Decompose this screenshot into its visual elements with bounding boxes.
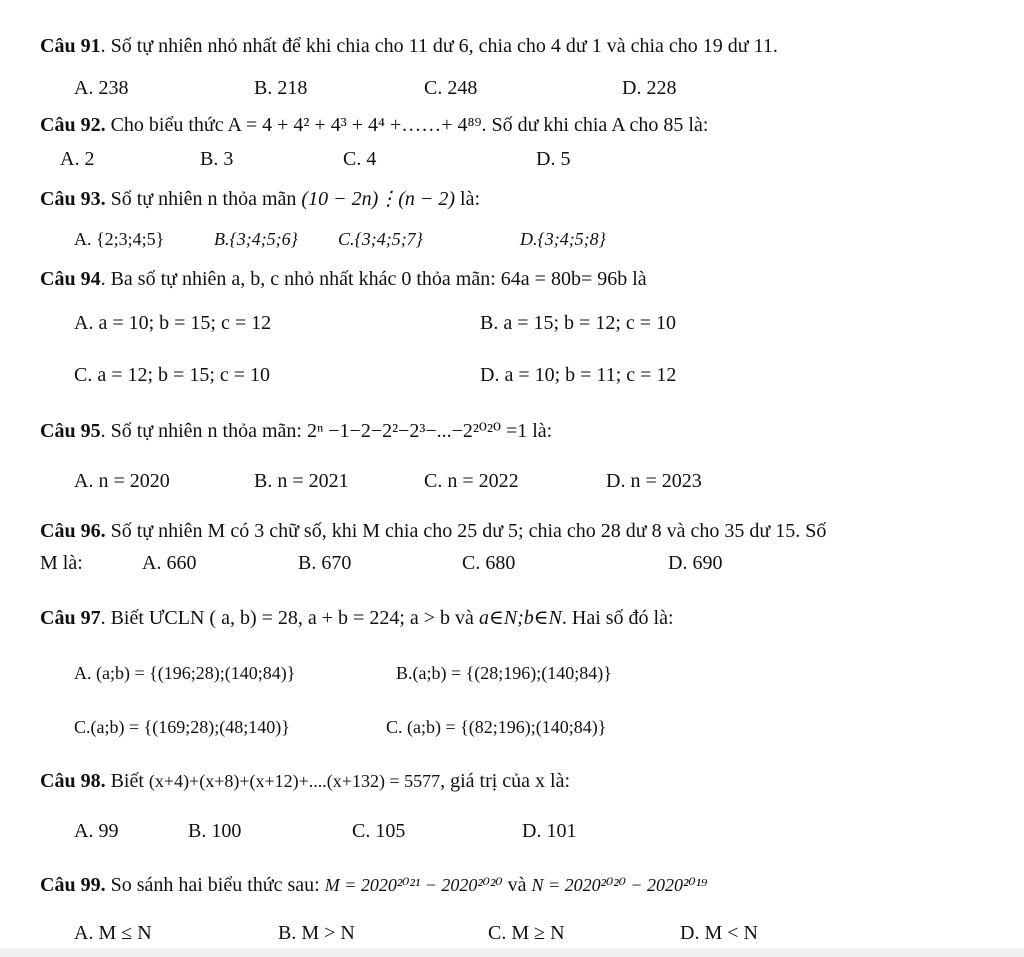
option-b: B. n = 2021 (254, 470, 349, 492)
question-number: Câu 96. (40, 520, 106, 542)
option-d: D. a = 10; b = 11; c = 12 (480, 364, 677, 386)
option-a: A. (a;b) = {(196;28);(140;84)} (74, 663, 296, 683)
question-91 (40, 33, 778, 59)
option-c: C. M ≥ N (488, 922, 565, 944)
question-text: Cho biểu thức (105, 114, 228, 136)
question-text: Số tự nhiên n thỏa mãn (105, 188, 302, 210)
question-text-end: . Số dư khi chia A cho 85 là: (481, 114, 709, 136)
option-b: B. M > N (278, 922, 355, 944)
question-number: Câu 99. (40, 874, 106, 896)
option-a: A. n = 2020 (74, 470, 170, 492)
option-b: B. 100 (188, 820, 242, 842)
option-b: B. 218 (254, 77, 308, 99)
question-97 (40, 605, 674, 631)
math-expression-m: M = 2020²⁰²¹ − 2020²⁰²⁰ (324, 875, 503, 895)
option-d: D. n = 2023 (606, 470, 702, 492)
question-text-end: là: (527, 420, 553, 442)
math-expression: (x+4)+(x+8)+(x+12)+....(x+132) = 5577 (148, 771, 441, 791)
option-a: A. {2;3;4;5} (74, 229, 165, 249)
question-text-end: , giá trị của x là: (440, 770, 571, 792)
option-b: B. a = 15; b = 12; c = 10 (480, 312, 677, 334)
math-expression: (10 − 2n)⋮(n − 2) (301, 188, 456, 210)
question-96 (40, 518, 826, 544)
option-a: A. 660 (142, 552, 197, 574)
question-94 (40, 266, 647, 292)
question-text: . Số tự nhiên nhỏ nhất để khi chia cho 11 dư 6, chia cho 4 dư 1 và chia cho 19 dư 11. (100, 35, 778, 57)
question-number: Câu 92. (40, 114, 106, 136)
question-number: Câu 97 (40, 607, 101, 629)
option-d: D. 5 (536, 148, 571, 170)
question-99 (40, 872, 707, 898)
question-text: . Số tự nhiên n thỏa mãn: (100, 420, 307, 442)
math-expression: 64a = 80b= 96b (500, 268, 628, 290)
math-expression: a∈N;b∈N (478, 607, 562, 629)
question-number: Câu 98. (40, 770, 106, 792)
question-text: Biết (105, 770, 149, 792)
question-98 (40, 768, 570, 794)
question-number: Câu 93. (40, 188, 106, 210)
option-a: A. 2 (60, 148, 95, 170)
option-c-second: C. (a;b) = {(82;196);(140;84)} (386, 717, 607, 737)
question-text-end: là: (455, 188, 481, 210)
option-d: D.{3;4;5;8} (520, 229, 606, 249)
option-c: C. n = 2022 (424, 470, 519, 492)
question-number: Câu 95 (40, 420, 101, 442)
option-d: D. 228 (622, 77, 677, 99)
option-c: C. a = 12; b = 15; c = 10 (74, 364, 271, 386)
question-text: Số tự nhiên M có 3 chữ số, khi M chia cho 25 dư 5; chia cho 28 dư 8 và cho 35 dư 15. Số (105, 520, 827, 542)
question-95 (40, 418, 552, 444)
math-expression: A = 4 + 4² + 4³ + 4⁴ +……+ 4⁸⁹ (227, 114, 482, 136)
option-b: B.(a;b) = {(28;196);(140;84)} (396, 663, 612, 683)
option-b: B. 670 (298, 552, 352, 574)
math-expression: 2ⁿ −1−2−2²−2³−...−2²⁰²⁰ =1 (306, 420, 528, 442)
question-text: So sánh hai biểu thức sau: (105, 874, 325, 896)
option-c: C. 4 (343, 148, 377, 170)
question-92 (40, 112, 708, 138)
option-c: C.{3;4;5;7} (338, 229, 423, 249)
question-text: . Ba số tự nhiên a, b, c nhỏ nhất khác 0 thỏa mãn: (100, 268, 501, 290)
bottom-edge-strip (0, 948, 1024, 957)
option-b: B. 3 (200, 148, 234, 170)
option-c: C. 248 (424, 77, 478, 99)
math-expression-n: N = 2020²⁰²⁰ − 2020²⁰¹⁹ (531, 875, 708, 895)
option-a: A. 99 (74, 820, 119, 842)
option-c: C. 680 (462, 552, 516, 574)
connector-text: và (502, 874, 532, 896)
option-c: C.(a;b) = {(169;28);(48;140)} (74, 717, 290, 737)
option-a: A. M ≤ N (74, 922, 152, 944)
option-b: B.{3;4;5;6} (214, 229, 298, 249)
question-number: Câu 91 (40, 35, 101, 57)
question-text: . Biết ƯCLN ( a, b) = 28, a + b = 224; a > b và (100, 607, 479, 629)
option-a: A. 238 (74, 77, 129, 99)
question-text-end: . Hai số đó là: (561, 607, 674, 629)
question-93 (40, 186, 480, 212)
option-a: A. a = 10; b = 15; c = 12 (74, 312, 272, 334)
option-c: C. 105 (352, 820, 406, 842)
question-number: Câu 94 (40, 268, 101, 290)
question-text-end: là (627, 268, 647, 290)
question-96-line2: M là: (40, 552, 83, 574)
option-d: D. M < N (680, 922, 758, 944)
option-d: D. 690 (668, 552, 723, 574)
option-d: D. 101 (522, 820, 577, 842)
